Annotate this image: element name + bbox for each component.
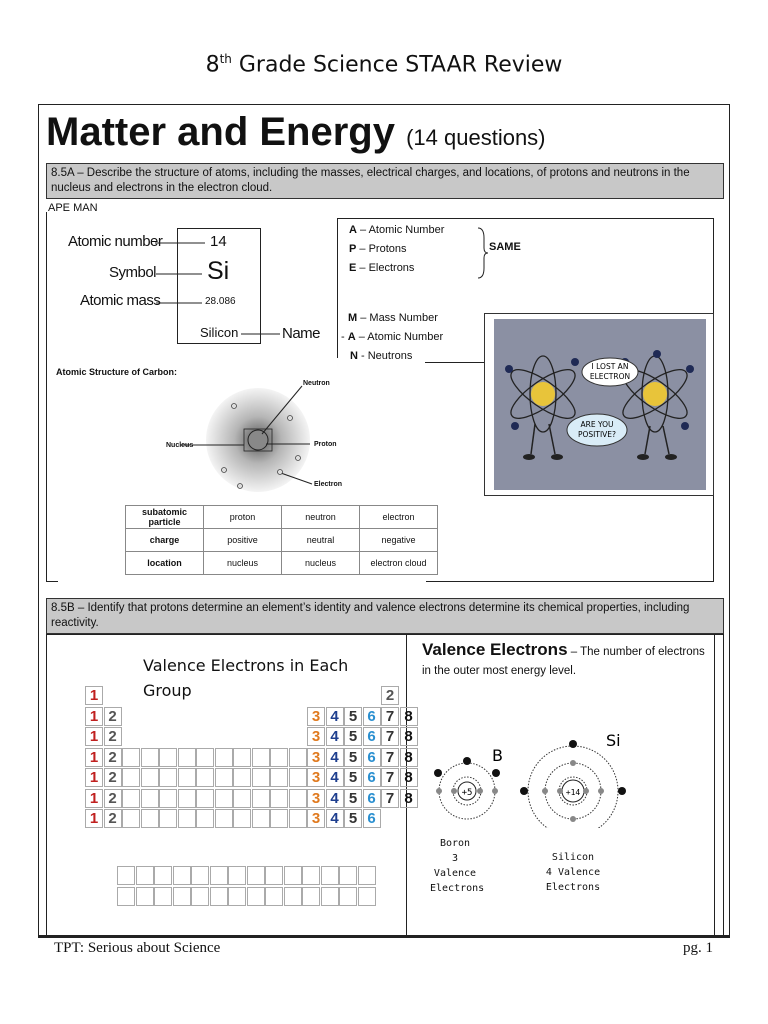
periodic-cell: 2: [381, 686, 399, 705]
periodic-cell: [289, 789, 307, 808]
periodic-cell: [159, 809, 177, 828]
carbon-nucleus-label: Nucleus: [166, 442, 194, 449]
periodic-cell: [215, 748, 233, 767]
periodic-cell: [215, 768, 233, 787]
periodic-cell: 8: [400, 789, 418, 808]
table-row: charge positive neutral negative: [126, 529, 438, 552]
periodic-cell: [141, 768, 159, 787]
periodic-cell: [154, 887, 172, 906]
periodic-cell: [270, 809, 288, 828]
periodic-cell: [289, 768, 307, 787]
periodic-cell: 1: [85, 686, 103, 705]
ape-atomic-number: A – Atomic Number: [349, 224, 445, 236]
atomic-number-label: Atomic number: [68, 233, 163, 250]
periodic-cell: [154, 866, 172, 885]
boron-caption: Boron 3 Valence Electrons: [430, 838, 485, 894]
periodic-cell: 1: [85, 809, 103, 828]
boron-symbol: B: [492, 746, 503, 765]
periodic-cell: 3: [307, 748, 325, 767]
periodic-cell: [122, 789, 140, 808]
periodic-cell: 8: [400, 768, 418, 787]
periodic-cell: 8: [400, 727, 418, 746]
valence-chart-title: Valence Electrons in Each Group: [143, 656, 349, 700]
periodic-cell: [289, 809, 307, 828]
periodic-cell: 7: [381, 768, 399, 787]
periodic-cell: 1: [85, 748, 103, 767]
periodic-cell: [141, 748, 159, 767]
periodic-cell: 4: [326, 768, 344, 787]
periodic-cell: [191, 887, 209, 906]
periodic-cell: 5: [344, 748, 362, 767]
periodic-cell: [196, 809, 214, 828]
periodic-cell: 1: [85, 707, 103, 726]
standard-8-5b: 8.5B – Identify that protons determine an element’s identity and valence electrons determine its chemical properties, including reactivity.: [46, 598, 724, 634]
periodic-cell: [196, 768, 214, 787]
periodic-cell: 7: [381, 748, 399, 767]
periodic-cell: 2: [104, 727, 122, 746]
periodic-cell: [289, 748, 307, 767]
man-atomic-number: - A – Atomic Number: [341, 331, 444, 343]
periodic-cell: [265, 866, 283, 885]
periodic-cell: 3: [307, 768, 325, 787]
periodic-cell: 3: [307, 809, 325, 828]
svg-text:POSITIVE?: POSITIVE?: [577, 430, 617, 439]
symbol-label: Symbol: [109, 264, 157, 281]
silicon-symbol: Si: [606, 731, 621, 750]
element-symbol: Si: [207, 257, 230, 285]
periodic-cell: [117, 887, 135, 906]
periodic-cell: 2: [104, 768, 122, 787]
cartoon-frame: [484, 313, 714, 496]
periodic-cell: [117, 866, 135, 885]
table-header-row: subatomic particle proton neutron electron: [126, 506, 438, 529]
periodic-cell: [159, 768, 177, 787]
periodic-cell: [252, 748, 270, 767]
periodic-cell: 2: [104, 789, 122, 808]
periodic-cell: [228, 887, 246, 906]
valence-definition: Valence Electrons – The number of electrons in the outer most energy level.: [422, 640, 705, 677]
name-label: Name: [282, 325, 321, 342]
periodic-cell: 3: [307, 707, 325, 726]
periodic-cell: [159, 748, 177, 767]
periodic-cell: [252, 768, 270, 787]
periodic-cell: [321, 887, 339, 906]
periodic-cell: 1: [85, 727, 103, 746]
carbon-electron-label: Electron: [314, 481, 343, 488]
footer-rule: [38, 936, 730, 938]
periodic-cell: 6: [363, 748, 381, 767]
periodic-cell: [191, 866, 209, 885]
periodic-cell: 3: [307, 727, 325, 746]
periodic-cell: 6: [363, 789, 381, 808]
periodic-cell: [196, 789, 214, 808]
periodic-cell: 2: [104, 707, 122, 726]
periodic-cell: [215, 809, 233, 828]
subatomic-particle-table: [125, 505, 438, 575]
ape-electrons: E – Electrons: [349, 262, 415, 274]
section-right-rule: [714, 634, 715, 936]
bohr-models: [420, 728, 640, 828]
periodic-cell: [339, 887, 357, 906]
periodic-cell: [302, 887, 320, 906]
periodic-cell: 8: [400, 707, 418, 726]
silicon-nucleus: +14: [565, 788, 581, 797]
periodic-cell: 2: [104, 809, 122, 828]
periodic-cell: [233, 809, 251, 828]
periodic-cell: 1: [85, 768, 103, 787]
periodic-cell: [252, 789, 270, 808]
periodic-cell: 4: [326, 789, 344, 808]
ape-protons: P – Protons: [349, 243, 407, 255]
carbon-neutron-label: Neutron: [303, 380, 330, 387]
periodic-cell: 5: [344, 789, 362, 808]
periodic-cell: 7: [381, 727, 399, 746]
periodic-cell: [228, 866, 246, 885]
periodic-cell: [270, 748, 288, 767]
periodic-cell: [265, 887, 283, 906]
bubble-are-you-positive: ARE YOU: [580, 420, 614, 429]
periodic-cell: [178, 768, 196, 787]
periodic-cell: [178, 809, 196, 828]
carbon-atom-diagram: [160, 378, 360, 498]
boron-nucleus: +5: [461, 788, 473, 798]
periodic-cell: [136, 887, 154, 906]
periodic-cell: 7: [381, 789, 399, 808]
page-header: 8th Grade Science STAAR Review: [205, 52, 563, 78]
periodic-cell: [173, 887, 191, 906]
man-list: [341, 309, 443, 366]
silicon-caption: Silicon 4 Valence Electrons: [545, 852, 601, 893]
page-number: pg. 1: [683, 940, 713, 956]
footer-left: TPT: Serious about Science: [54, 940, 221, 956]
atomic-mass-value: 28.086: [205, 296, 236, 307]
periodic-cell: [270, 768, 288, 787]
periodic-cell: 4: [326, 809, 344, 828]
section-title: Matter and Energy (14 questions): [46, 110, 546, 154]
same-brace: [476, 226, 490, 280]
periodic-cell: [284, 887, 302, 906]
periodic-cell: [122, 768, 140, 787]
periodic-cell: 5: [344, 727, 362, 746]
periodic-cell: [233, 768, 251, 787]
periodic-cell: [122, 809, 140, 828]
standard-8-5a: 8.5A – Describe the structure of atoms, including the masses, electrical charges, and locations, of protons and neutrons in the nucleus and electrons in the electron cloud.: [46, 163, 724, 199]
carbon-proton-label: Proton: [314, 441, 337, 448]
periodic-cell: 5: [344, 707, 362, 726]
periodic-cell: [252, 809, 270, 828]
periodic-cell: 4: [326, 727, 344, 746]
periodic-cell: 5: [344, 768, 362, 787]
periodic-cell: [358, 887, 376, 906]
ape-man-label: APE MAN: [48, 202, 98, 214]
periodic-cell: 3: [307, 789, 325, 808]
periodic-cell: 6: [363, 809, 381, 828]
periodic-cell: [173, 866, 191, 885]
periodic-cell: [141, 789, 159, 808]
table-row: location nucleus nucleus electron cloud: [126, 552, 438, 575]
periodic-cell: [233, 789, 251, 808]
periodic-cell: [196, 748, 214, 767]
periodic-cell: [270, 789, 288, 808]
atomic-mass-label: Atomic mass: [80, 292, 161, 309]
atom-cartoon-image: [485, 314, 713, 495]
periodic-cell: 4: [326, 707, 344, 726]
periodic-cell: 6: [363, 707, 381, 726]
periodic-cell: 1: [85, 789, 103, 808]
periodic-cell: [247, 866, 265, 885]
man-mass-number: M – Mass Number: [348, 312, 438, 324]
periodic-cell: 4: [326, 748, 344, 767]
periodic-cell: [136, 866, 154, 885]
periodic-cell: 5: [344, 809, 362, 828]
periodic-cell: [284, 866, 302, 885]
svg-text:ELECTRON: ELECTRON: [589, 372, 631, 381]
periodic-cell: [339, 866, 357, 885]
ape-list: [349, 221, 444, 278]
periodic-cell: 8: [400, 748, 418, 767]
periodic-cell: [141, 809, 159, 828]
periodic-cell: [302, 866, 320, 885]
periodic-cell: [321, 866, 339, 885]
periodic-cell: 2: [104, 748, 122, 767]
atomic-number-value: 14: [210, 233, 227, 250]
periodic-cell: [358, 866, 376, 885]
periodic-cell: [210, 866, 228, 885]
periodic-cell: [159, 789, 177, 808]
element-name: Silicon: [200, 325, 239, 340]
carbon-title: Atomic Structure of Carbon:: [56, 367, 178, 377]
periodic-cell: [215, 789, 233, 808]
periodic-cell: [210, 887, 228, 906]
periodic-cell: [178, 789, 196, 808]
periodic-cell: [178, 748, 196, 767]
periodic-cell: [233, 748, 251, 767]
bubble-lost-electron: I LOST AN: [591, 362, 629, 371]
periodic-cell: 7: [381, 707, 399, 726]
periodic-cell: [122, 748, 140, 767]
same-label: SAME: [489, 241, 521, 253]
periodic-cell: 6: [363, 768, 381, 787]
periodic-cell: 6: [363, 727, 381, 746]
periodic-cell: [247, 887, 265, 906]
man-neutrons: N - Neutrons: [350, 350, 413, 362]
